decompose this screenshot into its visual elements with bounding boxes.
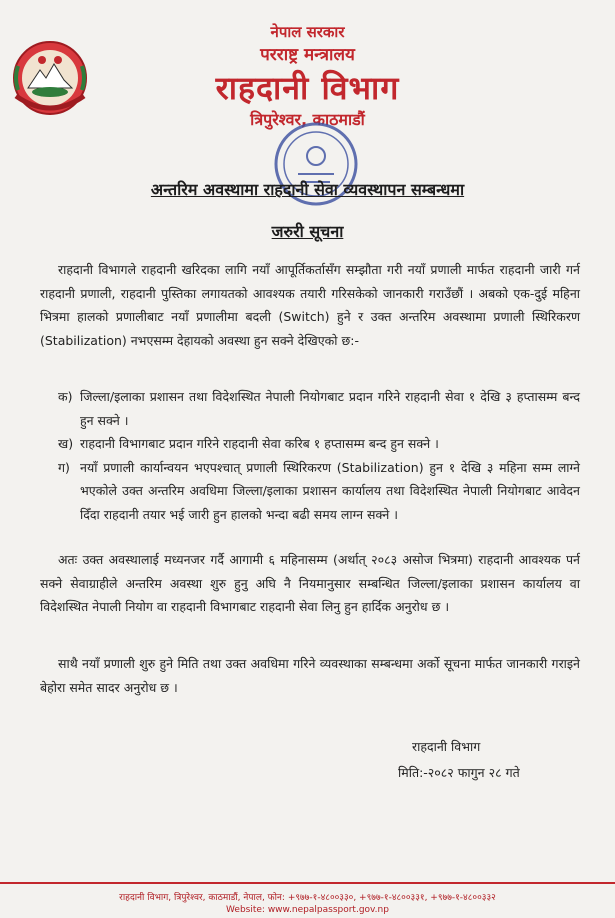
department-location: त्रिपुरेश्वर, काठमाडौं [250, 110, 365, 129]
signature-date: मिति:-२०८२ फागुन २८ गते [398, 765, 520, 780]
list-item-marker: ख) [58, 436, 74, 451]
list-item [58, 456, 580, 527]
intro-paragraph: राहदानी विभागले राहदानी खरिदका लागि नयाँ आपूर्तिकर्तासँग सम्झौता गरी नयाँ प्रणाली मार्फत राहदानी जारी गर्न राहदानी प्रणाली, राहदानी पुस्तिका लगायतको आवश्यक तयारी गरिसकेको जानकारी गराउँछौं । अबको एक-दुई महिना भित्रमा हालको प्रणालीबाट नयाँ प्रणालीमा बदली (Switch) हुने र उक्त अन्तरिम अवस्थामा प्रणाली स्थिरिकरण (Stabilization) नभएसम्म देहायको अवस्था हुन सक्ने देखिएको छ:- [40, 262, 580, 348]
list-item [58, 385, 580, 432]
list-item [58, 432, 580, 456]
notice-subject: अन्तरिम अवस्थामा राहदानी सेवा व्यवस्थापन सम्बन्धमा [150, 180, 465, 199]
notice-title: जरुरी सूचना [271, 222, 344, 241]
conditions-list [58, 385, 580, 526]
department-name: राहदानी विभाग [215, 69, 400, 107]
ministry-name: परराष्ट्र मन्त्रालय [260, 45, 355, 65]
signature-office: राहदानी विभाग [412, 739, 481, 754]
footer-website: Website: www.nepalpassport.gov.np [226, 905, 389, 915]
list-item-marker: क) [58, 389, 73, 404]
request-paragraph: अतः उक्त अवस्थालाई मध्यनजर गर्दै आगामी ६ महिनासम्म (अर्थात् २०८३ असोज भित्रमा) राहदानी आवश्यक पर्न सक्ने सेवाग्राहीले अन्तरिम अवस्था शुरु हुनु अघि नै नियमानुसार सम्बन्धित जिल्ला/इलाका प्रशासन कार्यालय वा विदेशस्थित नेपाली नियोग वा राहदानी विभागबाट राहदानी सेवा लिनु हुन हार्दिक अनुरोध छ । [40, 552, 580, 614]
list-item-text: नयाँ प्रणाली कार्यान्वयन भएपश्चात् प्रणाली स्थिरिकरण (Stabilization) हुन १ देखि ३ महिना सम्म लाग्ने भएकोले उक्त अन्तरिम अवधिमा जिल्ला/इलाका प्रशासन कार्यालय तथा विदेशस्थित नेपाली नियोगबाट आवेदन दिँदा राहदानी तयार भई जारी हुन हालको भन्दा बढी समय लाग्न सक्ने । [80, 459, 580, 522]
footer-contact: राहदानी विभाग, त्रिपुरेश्वर, काठमाडौं, नेपाल, फोन: +९७७-१-४८००३३०, +९७७-१-४८००३३१, +९७७-१-४८००३३२ [119, 893, 496, 903]
list-item-marker: ग) [58, 459, 70, 475]
footer-divider [0, 882, 615, 884]
list-item-text: जिल्ला/इलाका प्रशासन तथा विदेशस्थित नेपाली नियोगबाट प्रदान गरिने राहदानी सेवा १ देखि ३ हप्तासम्म बन्द हुन सक्ने । [80, 389, 580, 428]
government-name: नेपाल सरकार [270, 23, 345, 41]
closing-paragraph: साथै नयाँ प्रणाली शुरु हुने मिति तथा उक्त अवधिमा गरिने व्यवस्थाका सम्बन्धमा अर्को सूचना मार्फत जानकारी गराइने बेहोरा समेत सादर अनुरोध छ । [40, 656, 580, 695]
list-item-text: राहदानी विभागबाट प्रदान गरिने राहदानी सेवा करिब १ हप्तासम्म बन्द हुन सक्ने । [80, 436, 439, 451]
